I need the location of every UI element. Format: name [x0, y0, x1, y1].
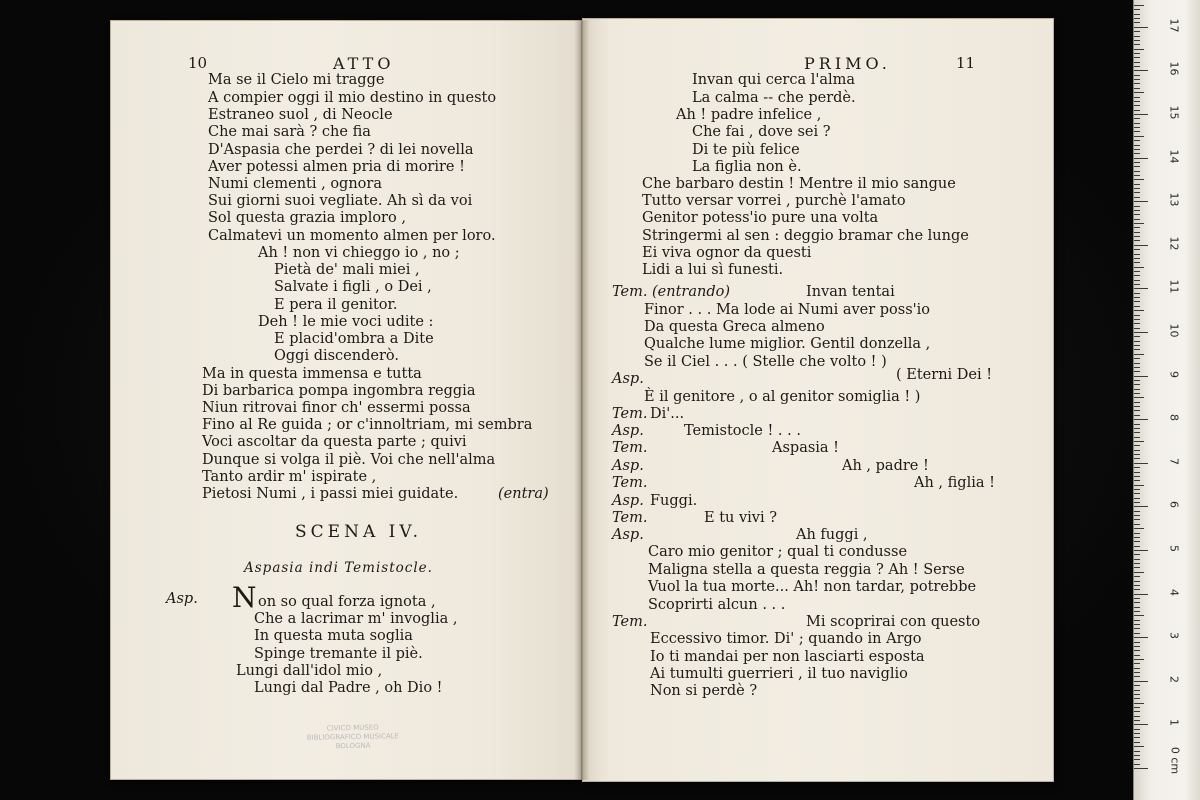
verse-line: Genitor potess'io pure una volta: [642, 210, 879, 226]
speaker-label: Tem.: [612, 475, 648, 491]
ruler-number: 10: [1167, 323, 1181, 338]
ruler-tick: [1134, 227, 1140, 228]
ruler-tick: [1134, 476, 1140, 477]
ruler-tick: [1134, 70, 1148, 71]
ruler-tick: [1134, 550, 1148, 551]
dialogue-line: Mi scoprirai con questo: [806, 614, 981, 630]
ruler-tick: [1134, 363, 1140, 364]
verse-line: D'Aspasia che perdei ? di lei novella: [208, 142, 474, 158]
ruler-tick: [1134, 729, 1140, 730]
aria-line: In questa muta soglia: [254, 628, 413, 644]
ruler-tick: [1134, 458, 1140, 459]
verse-line: Salvate i figli , o Dei ,: [274, 279, 432, 295]
ruler-tick: [1134, 297, 1140, 298]
ruler-tick: [1134, 145, 1140, 146]
verse-line: Ah ! non vi chieggo io , no ;: [258, 245, 460, 261]
ruler-tick: [1134, 489, 1140, 490]
ruler-tick: [1134, 755, 1140, 756]
ruler-tick: [1134, 559, 1140, 560]
ruler-tick: [1134, 358, 1140, 359]
ruler-tick: [1134, 166, 1140, 167]
ruler-number: 8: [1167, 414, 1181, 422]
ruler-tick: [1134, 171, 1140, 172]
dialogue-line: Io ti mandai per non lasciarti esposta: [650, 649, 925, 665]
ruler-tick: [1134, 598, 1140, 599]
dialogue-line: Scoprirti alcun . . .: [648, 597, 786, 613]
ruler-tick: [1134, 554, 1140, 555]
ruler-tick: [1134, 293, 1140, 294]
dialogue-line: Ah , padre !: [842, 458, 929, 474]
ruler-number: 17: [1167, 18, 1181, 33]
ruler-tick: [1134, 498, 1140, 499]
ruler-tick: [1134, 450, 1140, 451]
ruler-tick: [1134, 694, 1140, 695]
ruler-tick: [1134, 149, 1140, 150]
ruler-tick: [1134, 240, 1140, 241]
ruler-tick: [1134, 53, 1140, 54]
ruler-number: 6: [1167, 501, 1181, 509]
ruler-tick: [1134, 31, 1140, 32]
ruler-tick: [1134, 262, 1140, 263]
measuring-ruler: [1133, 0, 1200, 800]
ruler-tick: [1134, 118, 1140, 119]
ruler-tick: [1134, 57, 1140, 58]
ruler-tick: [1134, 376, 1148, 377]
dialogue-line: Maligna stella a questa reggia ? Ah ! Serse: [648, 562, 965, 578]
ruler-number: 5: [1167, 545, 1181, 552]
verse-line: Voci ascoltar da questa parte ; quivi: [202, 434, 467, 450]
ruler-tick: [1134, 5, 1144, 6]
ruler-tick: [1134, 349, 1140, 350]
verse-line: Fino al Re guida ; or c'innoltriam, mi sembra: [202, 417, 533, 433]
ruler-number: 4: [1167, 588, 1181, 596]
verse-line: Ei viva ognor da questi: [642, 245, 812, 261]
ruler-tick: [1134, 354, 1144, 355]
right-page-number: 11: [956, 54, 976, 72]
ruler-tick: [1134, 493, 1140, 494]
ruler-tick: [1134, 441, 1144, 442]
ruler-tick: [1134, 585, 1140, 586]
dialogue-line: Di'...: [650, 406, 685, 422]
scene-characters: Aspasia indi Temistocle.: [244, 560, 433, 576]
ruler-tick: [1134, 402, 1140, 403]
ruler-tick: [1134, 668, 1140, 669]
ruler-tick: [1134, 271, 1140, 272]
speaker-label: Asp.: [612, 527, 644, 543]
left-running-head: ATTO: [333, 54, 395, 73]
ruler-tick: [1134, 620, 1140, 621]
ruler-tick: [1134, 223, 1144, 224]
ruler-number: 13: [1167, 192, 1181, 207]
dialogue-line: Vuol la tua morte... Ah! non tardar, potrebbe: [648, 579, 977, 595]
ruler-tick: [1134, 188, 1140, 189]
verse-line: Che fai , dove sei ?: [692, 124, 831, 140]
verse-line: Sol questa grazia imploro ,: [208, 210, 406, 226]
ruler-number: 11: [1167, 279, 1181, 294]
verse-line: Di barbarica pompa ingombra reggia: [202, 383, 476, 399]
verse-line: Lidi a lui sì funesti.: [642, 262, 784, 278]
ruler-tick: [1134, 332, 1148, 333]
ruler-tick: [1134, 764, 1140, 765]
ruler-tick: [1134, 158, 1148, 159]
speaker-label: Tem.: [612, 284, 648, 300]
stamp-line: CIVICO MUSEO: [326, 723, 379, 733]
verse-line: Stringermi al sen : deggio bramar che lunge: [642, 228, 969, 244]
ruler-tick: [1134, 179, 1144, 180]
verse-line: Numi clementi , ognora: [208, 176, 382, 192]
ruler-tick: [1134, 581, 1140, 582]
ruler-tick: [1134, 445, 1140, 446]
ruler-number: 0 cm: [1168, 746, 1182, 775]
ruler-tick: [1134, 275, 1140, 276]
ruler-tick: [1134, 746, 1144, 747]
ruler-tick: [1134, 589, 1140, 590]
ruler-tick: [1134, 49, 1144, 50]
ruler-tick: [1134, 515, 1140, 516]
ruler-tick: [1134, 267, 1144, 268]
ruler-tick: [1134, 511, 1140, 512]
dialogue-line: ( Eterni Dei !: [896, 367, 993, 383]
verse-line: Tutto versar vorrei , purchè l'amato: [642, 193, 906, 209]
ruler-tick: [1134, 301, 1140, 302]
ruler-tick: [1134, 328, 1140, 329]
ruler-tick: [1134, 655, 1140, 656]
verse-line: Che mai sarà ? che fia: [208, 124, 371, 140]
ruler-tick: [1134, 676, 1140, 677]
dialogue-line: Finor . . . Ma lode ai Numi aver poss'io: [644, 302, 931, 318]
verse-line: Estraneo suol , di Neocle: [208, 107, 393, 123]
ruler-tick: [1134, 720, 1140, 721]
dialogue-line: Aspasia !: [772, 440, 839, 456]
ruler-tick: [1134, 284, 1140, 285]
verse-line: Niun ritrovai finor ch' essermi possa: [202, 400, 471, 416]
ruler-tick: [1134, 162, 1140, 163]
dialogue-line: È il genitore , o al genitor somiglia ! ): [644, 389, 921, 405]
ruler-tick: [1134, 384, 1140, 385]
ruler-tick: [1134, 140, 1140, 141]
ruler-tick: [1134, 650, 1140, 651]
ruler-tick: [1134, 703, 1144, 704]
ruler-tick: [1134, 75, 1140, 76]
ruler-tick: [1134, 66, 1140, 67]
ruler-tick: [1134, 258, 1140, 259]
ruler-number: 16: [1167, 61, 1181, 76]
ruler-tick: [1134, 9, 1140, 10]
ruler-tick: [1134, 480, 1140, 481]
ruler-number: 15: [1167, 105, 1181, 120]
ruler-tick: [1134, 101, 1140, 102]
dialogue-line: E tu vivi ?: [704, 510, 778, 526]
ruler-tick: [1134, 323, 1140, 324]
ruler-tick: [1134, 123, 1140, 124]
ruler-tick: [1134, 345, 1140, 346]
verse-line: La figlia non è.: [692, 159, 802, 175]
right-running-head: PRIMO.: [804, 54, 891, 73]
ruler-tick: [1134, 14, 1140, 15]
ruler-tick: [1134, 249, 1140, 250]
ruler-tick: [1134, 389, 1140, 390]
ruler-tick: [1134, 367, 1140, 368]
ruler-tick: [1134, 97, 1140, 98]
ruler-tick: [1134, 454, 1140, 455]
verse-line: E pera il genitor.: [274, 297, 398, 313]
ruler-tick: [1134, 214, 1140, 215]
verse-line: Deh ! le mie voci udite :: [258, 314, 434, 330]
dialogue-line: Fuggi.: [650, 493, 698, 509]
verse-line: A compier oggi il mio destino in questo: [208, 90, 497, 106]
ruler-tick: [1134, 236, 1140, 237]
ruler-tick: [1134, 628, 1140, 629]
ruler-tick: [1134, 79, 1140, 80]
ruler-tick: [1134, 105, 1140, 106]
ruler-tick: [1134, 424, 1140, 425]
ruler-tick: [1134, 219, 1140, 220]
ruler-tick: [1134, 36, 1140, 37]
ruler-tick: [1134, 685, 1140, 686]
aria-line: Spinge tremante il piè.: [254, 646, 423, 662]
ruler-tick: [1134, 615, 1144, 616]
ruler-tick: [1134, 572, 1144, 573]
ruler-tick: [1134, 18, 1140, 19]
ruler-tick: [1134, 467, 1140, 468]
verse-line: Di te più felice: [692, 142, 800, 158]
aria-line: Lungi dal Padre , oh Dio !: [254, 680, 443, 696]
ruler-tick: [1134, 519, 1140, 520]
dialogue-line: Non si perdè ?: [650, 683, 758, 699]
ruler-tick: [1134, 280, 1140, 281]
ruler-tick: [1134, 336, 1140, 337]
ruler-tick: [1134, 541, 1140, 542]
left-page-number: 10: [188, 54, 208, 72]
ruler-tick: [1134, 245, 1148, 246]
dialogue-line: Ah fuggi ,: [796, 527, 868, 543]
dialogue-line: Caro mio genitor ; qual ti condusse: [648, 544, 908, 560]
speaker-label: Tem.: [612, 406, 648, 422]
verse-line: Tanto ardir m' ispirate ,: [202, 469, 377, 485]
ruler-tick: [1134, 690, 1140, 691]
ruler-tick: [1134, 724, 1148, 725]
verse-line: Ma se il Cielo mi tragge: [208, 72, 385, 88]
ruler-tick: [1134, 576, 1140, 577]
ruler-tick: [1134, 310, 1144, 311]
ruler-tick: [1134, 502, 1140, 503]
ruler-tick: [1134, 437, 1140, 438]
ruler-number: 7: [1167, 457, 1181, 465]
ruler-tick: [1134, 341, 1140, 342]
aria-line: Che a lacrimar m' invoglia ,: [254, 611, 458, 627]
ruler-tick: [1134, 83, 1140, 84]
stage-direction: (entrando): [652, 284, 730, 300]
ruler-number: 9: [1167, 370, 1181, 378]
ruler-number: 2: [1167, 675, 1181, 683]
ruler-tick: [1134, 254, 1140, 255]
ruler-tick: [1134, 22, 1140, 23]
ruler-tick: [1134, 44, 1140, 45]
ruler-tick: [1134, 288, 1148, 289]
ruler-tick: [1134, 415, 1140, 416]
ruler-tick: [1134, 672, 1140, 673]
dialogue-line: Se il Ciel . . . ( Stelle che volto ! ): [644, 354, 887, 370]
verse-line: Invan qui cerca l'alma: [692, 72, 856, 88]
dialogue-line: Qualche lume miglior. Gentil donzella ,: [644, 336, 931, 352]
ruler-tick: [1134, 611, 1140, 612]
ruler-tick: [1134, 136, 1144, 137]
ruler-tick: [1134, 751, 1140, 752]
speaker-label: Asp.: [612, 423, 644, 439]
ruler-tick: [1134, 210, 1140, 211]
verse-line: Sui giorni suoi vegliate. Ah sì da voi: [208, 193, 473, 209]
ruler-tick: [1134, 232, 1140, 233]
verse-line: Pietosi Numi , i passi miei guidate.: [202, 486, 459, 502]
ruler-tick: [1134, 62, 1140, 63]
dialogue-line: Da questa Greca almeno: [644, 319, 825, 335]
ruler-tick: [1134, 153, 1140, 154]
ruler-tick: [1134, 127, 1140, 128]
ruler-tick: [1134, 428, 1140, 429]
ruler-tick: [1134, 602, 1140, 603]
ruler-tick: [1134, 131, 1140, 132]
ruler-tick: [1134, 406, 1140, 407]
ruler-tick: [1134, 27, 1148, 28]
ruler-tick: [1134, 742, 1140, 743]
ruler-tick: [1134, 380, 1140, 381]
ruler-number: 3: [1167, 632, 1181, 640]
ruler-tick: [1134, 524, 1140, 525]
speaker-label: Tem.: [612, 510, 648, 526]
ruler-tick: [1134, 419, 1148, 420]
scene-title: SCENA IV.: [295, 522, 423, 542]
ruler-tick: [1134, 88, 1140, 89]
dialogue-line: Invan tentai: [806, 284, 895, 300]
ruler-tick: [1134, 472, 1140, 473]
ruler-tick: [1134, 315, 1140, 316]
verse-line: La calma -- che perdè.: [692, 90, 856, 106]
library-stamp: [298, 723, 409, 761]
ruler-tick: [1134, 546, 1140, 547]
ruler-tick: [1134, 463, 1148, 464]
ruler-tick: [1134, 206, 1140, 207]
ruler-tick: [1134, 567, 1140, 568]
verse-line: Che barbaro destin ! Mentre il mio sangue: [642, 176, 956, 192]
verse-line: (entra): [498, 486, 549, 502]
ruler-tick: [1134, 485, 1144, 486]
speaker-label: Asp.: [612, 371, 644, 387]
ruler-tick: [1134, 737, 1140, 738]
ruler-tick: [1134, 681, 1148, 682]
stamp-line: BIBLIOGRAFICO MUSICALE: [306, 732, 400, 742]
ruler-tick: [1134, 533, 1140, 534]
ruler-tick: [1134, 432, 1140, 433]
aria-line: Lungi dall'idol mio ,: [236, 663, 383, 679]
verse-line: E placid'ombra a Dite: [274, 331, 434, 347]
ruler-number: 1: [1167, 719, 1181, 727]
ruler-tick: [1134, 92, 1144, 93]
ruler-tick: [1134, 537, 1140, 538]
ruler-tick: [1134, 642, 1140, 643]
ruler-tick: [1134, 397, 1144, 398]
ruler-tick: [1134, 528, 1144, 529]
ruler-tick: [1134, 175, 1140, 176]
dialogue-line: Ah , figlia !: [914, 475, 995, 491]
ruler-tick: [1134, 114, 1148, 115]
ruler-number: 12: [1167, 236, 1181, 251]
ruler-tick: [1134, 759, 1140, 760]
verse-line: Pietà de' mali miei ,: [274, 262, 420, 278]
ruler-tick: [1134, 733, 1140, 734]
dialogue-line: Ai tumulti guerrieri , il tuo naviglio: [650, 666, 908, 682]
dialogue-line: Temistocle ! . . .: [684, 423, 801, 439]
verse-line: Calmatevi un momento almen per loro.: [208, 228, 496, 244]
ruler-tick: [1134, 506, 1148, 507]
ruler-tick: [1134, 110, 1140, 111]
ruler-tick: [1134, 371, 1140, 372]
speaker-label: Tem.: [612, 440, 648, 456]
ruler-tick: [1134, 197, 1140, 198]
verse-line: Dunque si volga il piè. Voi che nell'alma: [202, 452, 496, 468]
ruler-tick: [1134, 646, 1140, 647]
ruler-tick: [1134, 393, 1140, 394]
dialogue-line: Eccessivo timor. Di' ; quando in Argo: [650, 631, 922, 647]
aria-line: on so qual forza ignota ,: [258, 594, 436, 610]
verse-line: Aver potessi almen pria di morire !: [208, 159, 465, 175]
verse-line: Ma in questa immensa e tutta: [202, 366, 422, 382]
ruler-tick: [1134, 40, 1140, 41]
ruler-number: 14: [1167, 149, 1181, 164]
ruler-tick: [1134, 707, 1140, 708]
drop-cap: N: [232, 581, 257, 614]
ruler-tick: [1134, 698, 1140, 699]
ruler-tick: [1134, 563, 1140, 564]
ruler-tick: [1134, 633, 1140, 634]
ruler-tick: [1134, 637, 1148, 638]
speaker-label: Asp.: [612, 493, 644, 509]
book-gutter: [574, 20, 590, 780]
verse-line: Ah ! padre infelice ,: [676, 107, 822, 123]
ruler-tick: [1134, 306, 1140, 307]
ruler-tick: [1134, 659, 1144, 660]
speaker-label: Asp.: [166, 591, 198, 607]
ruler-tick: [1134, 410, 1140, 411]
ruler-tick: [1134, 768, 1148, 769]
ruler-tick: [1134, 319, 1140, 320]
stamp-line: BOLOGNA: [335, 741, 371, 751]
speaker-label: Tem.: [612, 614, 648, 630]
ruler-tick: [1134, 663, 1140, 664]
verse-line: Oggi discenderò.: [274, 348, 399, 364]
ruler-tick: [1134, 184, 1140, 185]
ruler-tick: [1134, 624, 1140, 625]
ruler-tick: [1134, 711, 1140, 712]
ruler-tick: [1134, 201, 1148, 202]
ruler-tick: [1134, 192, 1140, 193]
ruler-tick: [1134, 594, 1148, 595]
speaker-label: Asp.: [612, 458, 644, 474]
ruler-tick: [1134, 716, 1140, 717]
ruler-tick: [1134, 607, 1140, 608]
